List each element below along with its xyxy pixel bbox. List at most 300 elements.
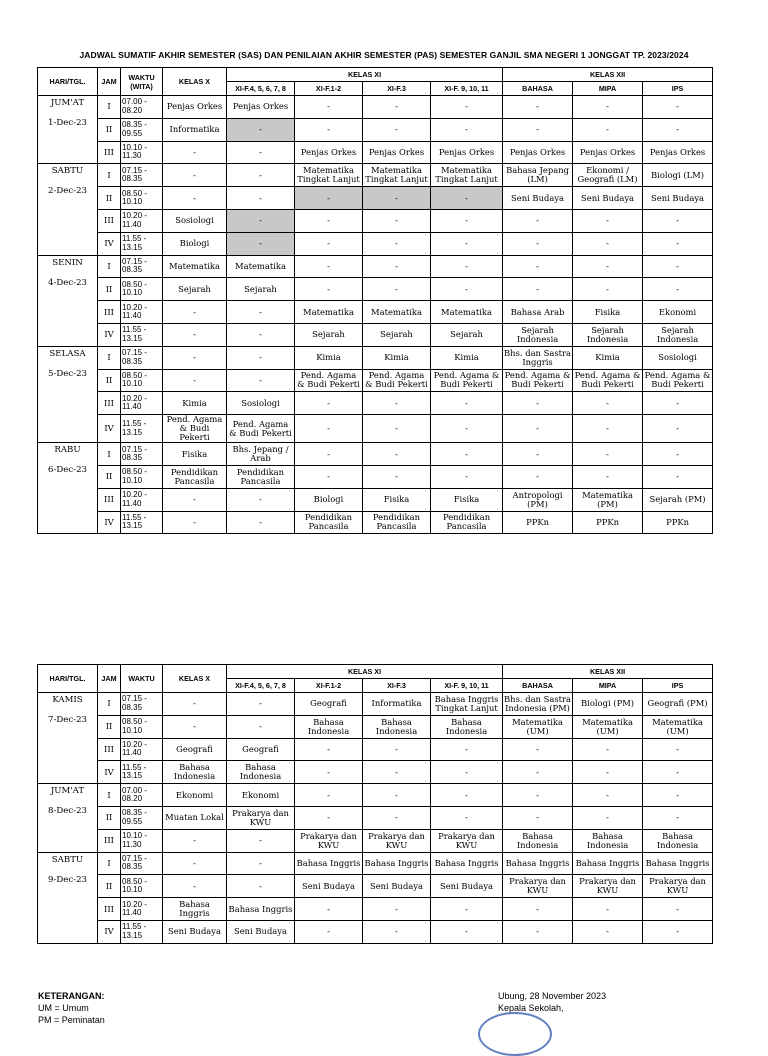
subject-cell: Bahasa Inggris	[227, 898, 295, 921]
subject-cell: Penjas Orkes	[503, 141, 573, 164]
subject-cell: -	[363, 920, 431, 943]
subject-cell: Pend. Agama & Budi Pekerti	[573, 369, 643, 392]
table-row	[38, 255, 713, 278]
subject-cell: -	[163, 369, 227, 392]
subject-cell: Bahasa Inggris Tingkat Lanjut	[431, 693, 503, 716]
header-kelas-xii: KELAS XII	[503, 665, 713, 679]
subject-cell: Matematika	[363, 301, 431, 324]
header-kelas-xi: KELAS XI	[227, 665, 503, 679]
header-subclass: IPS	[643, 679, 713, 693]
subject-cell: Pend. Agama & Budi Pekerti	[363, 369, 431, 392]
subject-cell: -	[295, 806, 363, 829]
subject-cell: -	[573, 443, 643, 466]
subject-cell: -	[227, 715, 295, 738]
table-row	[38, 141, 713, 164]
time-cell: 07.15 - 08.35	[121, 693, 163, 716]
subject-cell: -	[503, 806, 573, 829]
subject-cell: -	[643, 784, 713, 807]
subject-cell: -	[363, 209, 431, 232]
header-day: HARI/TGL.	[38, 68, 98, 96]
subject-cell: -	[163, 488, 227, 511]
subject-cell: -	[573, 255, 643, 278]
subject-cell: -	[431, 278, 503, 301]
subject-cell: Antropologi (PM)	[503, 488, 573, 511]
subject-cell: -	[227, 693, 295, 716]
jam-cell: IV	[98, 232, 121, 255]
subject-cell: -	[503, 920, 573, 943]
subject-cell: -	[573, 232, 643, 255]
subject-cell: -	[573, 415, 643, 443]
jam-cell: II	[98, 465, 121, 488]
subject-cell: Sejarah (PM)	[643, 488, 713, 511]
subject-cell: Fisika	[431, 488, 503, 511]
subject-cell: -	[295, 392, 363, 415]
subject-cell: -	[363, 465, 431, 488]
time-cell: 08.50 - 10.10	[121, 715, 163, 738]
subject-cell: PPKn	[643, 511, 713, 534]
header-subclass: MIPA	[573, 679, 643, 693]
subject-cell: -	[295, 232, 363, 255]
subject-cell: Fisika	[363, 488, 431, 511]
jam-cell: III	[98, 209, 121, 232]
day-date: 2-Dec-23	[48, 186, 87, 197]
day-name: SENIN	[52, 257, 83, 268]
subject-cell: -	[643, 465, 713, 488]
subject-cell: Bahasa Indonesia	[573, 829, 643, 852]
subject-cell: Prakarya dan KWU	[227, 806, 295, 829]
subject-cell: -	[503, 465, 573, 488]
time-cell: 11.55 - 13.15	[121, 232, 163, 255]
subject-cell: -	[163, 875, 227, 898]
table-row	[38, 920, 713, 943]
time-cell: 10.20 - 11.40	[121, 738, 163, 761]
subject-cell: Pendidikan Pancasila	[163, 465, 227, 488]
subject-cell: -	[643, 232, 713, 255]
day-date: 4-Dec-23	[48, 277, 87, 288]
subject-cell: -	[227, 488, 295, 511]
subject-cell: Sejarah	[363, 323, 431, 346]
table-row	[38, 852, 713, 875]
subject-cell: Matematika	[295, 301, 363, 324]
time-cell: 10.20 - 11.40	[121, 392, 163, 415]
table-row	[38, 392, 713, 415]
subject-cell: -	[431, 806, 503, 829]
subject-cell: Matematika Tingkat Lanjut	[431, 164, 503, 187]
subject-cell: -	[431, 443, 503, 466]
jam-cell: I	[98, 255, 121, 278]
subject-cell: -	[363, 278, 431, 301]
table-row	[38, 738, 713, 761]
subject-cell: -	[227, 852, 295, 875]
time-cell: 11.55 - 13.15	[121, 323, 163, 346]
subject-cell: -	[163, 187, 227, 210]
jam-cell: II	[98, 715, 121, 738]
table-row	[38, 784, 713, 807]
subject-cell: -	[163, 852, 227, 875]
subject-cell: -	[573, 761, 643, 784]
subject-cell: Bahasa Indonesia	[503, 829, 573, 852]
subject-cell: Pendidikan Pancasila	[363, 511, 431, 534]
header-subclass: XI-F.1-2	[295, 82, 363, 96]
header-subclass: IPS	[643, 82, 713, 96]
subject-cell: Kimia	[163, 392, 227, 415]
subject-cell: -	[503, 392, 573, 415]
jam-cell: II	[98, 806, 121, 829]
table-row	[38, 323, 713, 346]
subject-cell: -	[643, 920, 713, 943]
subject-cell: Penjas Orkes	[431, 141, 503, 164]
table-row	[38, 209, 713, 232]
time-cell: 08.50 - 10.10	[121, 278, 163, 301]
subject-cell: -	[643, 209, 713, 232]
jam-cell: IV	[98, 920, 121, 943]
subject-cell: Seni Budaya	[431, 875, 503, 898]
subject-cell: -	[295, 209, 363, 232]
header-day: HARI/TGL.	[38, 665, 98, 693]
jam-cell: I	[98, 443, 121, 466]
legend-line: UM = Umum	[38, 1003, 89, 1013]
subject-cell: Penjas Orkes	[363, 141, 431, 164]
jam-cell: I	[98, 96, 121, 119]
subject-cell: -	[363, 784, 431, 807]
subject-cell: Bahasa Inggris	[163, 898, 227, 921]
jam-cell: I	[98, 164, 121, 187]
subject-cell: Fisika	[163, 443, 227, 466]
subject-cell: Bahasa Inggris	[295, 852, 363, 875]
subject-cell: -	[643, 761, 713, 784]
subject-cell: -	[431, 96, 503, 119]
time-cell: 08.35 - 09.55	[121, 806, 163, 829]
header-subclass: XI-F.4, 5, 6, 7, 8	[227, 679, 295, 693]
subject-cell: -	[573, 392, 643, 415]
subject-cell: -	[431, 415, 503, 443]
subject-cell: -	[431, 118, 503, 141]
subject-cell: -	[573, 96, 643, 119]
header-subclass: BAHASA	[503, 82, 573, 96]
subject-cell: Biologi	[295, 488, 363, 511]
subject-cell: -	[643, 278, 713, 301]
jam-cell: IV	[98, 323, 121, 346]
jam-cell: II	[98, 875, 121, 898]
subject-cell: -	[573, 898, 643, 921]
table-row	[38, 465, 713, 488]
subject-cell: Sejarah	[431, 323, 503, 346]
day-name: JUM'AT	[50, 786, 85, 797]
time-cell: 08.50 - 10.10	[121, 875, 163, 898]
subject-cell: -	[573, 920, 643, 943]
day-cell	[38, 693, 98, 784]
table-row	[38, 346, 713, 369]
subject-cell: -	[295, 415, 363, 443]
subject-cell: Bahasa Indonesia	[643, 829, 713, 852]
time-cell: 10.20 - 11.40	[121, 301, 163, 324]
day-cell	[38, 852, 98, 943]
subject-cell: Sejarah Indonesia	[573, 323, 643, 346]
subject-cell: -	[503, 738, 573, 761]
time-cell: 10.10 - 11.30	[121, 141, 163, 164]
subject-cell: Sejarah	[227, 278, 295, 301]
time-cell: 11.55 - 13.15	[121, 920, 163, 943]
subject-cell: Ekonomi	[163, 784, 227, 807]
subject-cell: -	[573, 278, 643, 301]
subject-cell: -	[163, 346, 227, 369]
subject-cell: -	[227, 301, 295, 324]
header-kelas-xii: KELAS XII	[503, 68, 713, 82]
time-cell: 11.55 - 13.15	[121, 415, 163, 443]
table-row	[38, 829, 713, 852]
subject-cell: Bhs. Jepang / Arab	[227, 443, 295, 466]
subject-cell: -	[295, 465, 363, 488]
subject-cell: Geografi (PM)	[643, 693, 713, 716]
time-cell: 07.15 - 08.35	[121, 255, 163, 278]
subject-cell: Sejarah	[295, 323, 363, 346]
subject-cell: Bahasa Indonesia	[227, 761, 295, 784]
subject-cell: -	[503, 96, 573, 119]
subject-cell: Matematika Tingkat Lanjut	[363, 164, 431, 187]
subject-cell: Matematika Tingkat Lanjut	[295, 164, 363, 187]
subject-cell: Seni Budaya	[503, 187, 573, 210]
table-row	[38, 278, 713, 301]
table-row	[38, 693, 713, 716]
day-cell	[38, 255, 98, 346]
subject-cell: Bahasa Jepang (LM)	[503, 164, 573, 187]
subject-cell: Ekonomi / Geografi (LM)	[573, 164, 643, 187]
subject-cell: -	[227, 829, 295, 852]
subject-cell: -	[363, 392, 431, 415]
header-subclass: XI-F. 9, 10, 11	[431, 82, 503, 96]
subject-cell: -	[431, 761, 503, 784]
header-waktu: WAKTU (WITA)	[121, 68, 163, 96]
signer-title: Kepala Sekolah,	[498, 1003, 564, 1013]
time-cell: 07.15 - 08.35	[121, 346, 163, 369]
time-cell: 10.20 - 11.40	[121, 209, 163, 232]
subject-cell: Sejarah Indonesia	[503, 323, 573, 346]
subject-cell: Bahasa Indonesia	[295, 715, 363, 738]
table-row	[38, 301, 713, 324]
subject-cell: -	[363, 118, 431, 141]
header-subclass: MIPA	[573, 82, 643, 96]
table-row	[38, 118, 713, 141]
subject-cell: -	[363, 415, 431, 443]
subject-cell: -	[643, 392, 713, 415]
subject-cell: Biologi (LM)	[643, 164, 713, 187]
jam-cell: II	[98, 369, 121, 392]
subject-cell: -	[503, 443, 573, 466]
day-name: SABTU	[51, 854, 84, 865]
subject-cell: Sejarah Indonesia	[643, 323, 713, 346]
subject-cell: -	[643, 738, 713, 761]
subject-cell: Bahasa Indonesia	[163, 761, 227, 784]
subject-cell: Prakarya dan KWU	[295, 829, 363, 852]
subject-cell: -	[643, 415, 713, 443]
subject-cell: Sejarah	[163, 278, 227, 301]
subject-cell: -	[227, 323, 295, 346]
subject-cell: Pend. Agama & Budi Pekerti	[431, 369, 503, 392]
subject-cell: Penjas Orkes	[643, 141, 713, 164]
subject-cell: -	[363, 187, 431, 210]
time-cell: 11.55 - 13.15	[121, 761, 163, 784]
jam-cell: III	[98, 392, 121, 415]
subject-cell: Prakarya dan KWU	[503, 875, 573, 898]
subject-cell: Pend. Agama & Budi Pekerti	[503, 369, 573, 392]
time-cell: 08.50 - 10.10	[121, 187, 163, 210]
schedule-table-1	[37, 67, 713, 534]
table-row	[38, 96, 713, 119]
table-row	[38, 806, 713, 829]
table-row	[38, 443, 713, 466]
subject-cell: Seni Budaya	[573, 187, 643, 210]
subject-cell: -	[503, 415, 573, 443]
subject-cell: -	[503, 278, 573, 301]
subject-cell: -	[227, 369, 295, 392]
day-name: JUM'AT	[50, 98, 85, 108]
day-date: 8-Dec-23	[48, 806, 87, 817]
time-cell: 08.50 - 10.10	[121, 465, 163, 488]
subject-cell: Pendidikan Pancasila	[227, 465, 295, 488]
subject-cell: -	[431, 209, 503, 232]
header-kelas-x: KELAS X	[163, 665, 227, 693]
subject-cell: -	[643, 806, 713, 829]
jam-cell: I	[98, 693, 121, 716]
time-cell: 10.10 - 11.30	[121, 829, 163, 852]
subject-cell: -	[643, 255, 713, 278]
subject-cell: -	[295, 443, 363, 466]
subject-cell: Informatika	[363, 693, 431, 716]
legend-line: PM = Peminatan	[38, 1015, 105, 1025]
header-subclass: XI-F.1-2	[295, 679, 363, 693]
subject-cell: -	[503, 898, 573, 921]
subject-cell: -	[363, 96, 431, 119]
jam-cell: IV	[98, 761, 121, 784]
legend-heading: KETERANGAN:	[38, 991, 105, 1001]
subject-cell: Matematika (UM)	[573, 715, 643, 738]
time-cell: 07.15 - 08.35	[121, 852, 163, 875]
subject-cell: Penjas Orkes	[573, 141, 643, 164]
day-cell	[38, 164, 98, 255]
subject-cell: Matematika (UM)	[503, 715, 573, 738]
time-cell: 11.55 - 13.15	[121, 511, 163, 534]
subject-cell: -	[363, 443, 431, 466]
table-row	[38, 511, 713, 534]
subject-cell: -	[503, 118, 573, 141]
subject-cell: -	[431, 232, 503, 255]
subject-cell: -	[295, 255, 363, 278]
subject-cell: Penjas Orkes	[227, 96, 295, 119]
subject-cell: Seni Budaya	[163, 920, 227, 943]
subject-cell: -	[295, 920, 363, 943]
subject-cell: Penjas Orkes	[163, 96, 227, 119]
subject-cell: Bahasa Indonesia	[431, 715, 503, 738]
subject-cell: Seni Budaya	[227, 920, 295, 943]
day-name: SELASA	[49, 348, 86, 359]
subject-cell: -	[643, 898, 713, 921]
time-cell: 10.20 - 11.40	[121, 898, 163, 921]
day-date: 9-Dec-23	[48, 874, 87, 885]
subject-cell: -	[431, 255, 503, 278]
time-cell: 07.15 - 08.35	[121, 443, 163, 466]
subject-cell: -	[295, 96, 363, 119]
subject-cell: -	[431, 898, 503, 921]
subject-cell: -	[227, 875, 295, 898]
subject-cell: -	[227, 346, 295, 369]
day-cell	[38, 96, 98, 164]
subject-cell: Pendidikan Pancasila	[431, 511, 503, 534]
subject-cell: Bahasa Indonesia	[363, 715, 431, 738]
header-subclass: XI-F.3	[363, 82, 431, 96]
subject-cell: Sosiologi	[227, 392, 295, 415]
subject-cell: -	[295, 118, 363, 141]
day-cell	[38, 784, 98, 852]
jam-cell: IV	[98, 415, 121, 443]
subject-cell: Geografi	[295, 693, 363, 716]
day-cell	[38, 346, 98, 442]
subject-cell: Bhs. dan Sastra Inggris	[503, 346, 573, 369]
subject-cell: -	[503, 255, 573, 278]
jam-cell: II	[98, 187, 121, 210]
subject-cell: Bahasa Inggris	[431, 852, 503, 875]
school-stamp	[478, 1012, 552, 1056]
subject-cell: Matematika	[163, 255, 227, 278]
subject-cell: PPKn	[573, 511, 643, 534]
subject-cell: -	[573, 784, 643, 807]
header-jam: JAM	[98, 68, 121, 96]
subject-cell: -	[573, 465, 643, 488]
header-jam: JAM	[98, 665, 121, 693]
header-kelas-xi: KELAS XI	[227, 68, 503, 82]
jam-cell: III	[98, 301, 121, 324]
table-row	[38, 164, 713, 187]
subject-cell: -	[503, 232, 573, 255]
subject-cell: -	[431, 392, 503, 415]
jam-cell: I	[98, 852, 121, 875]
table-row	[38, 875, 713, 898]
schedule-table-2	[37, 664, 713, 944]
subject-cell: Bahasa Inggris	[643, 852, 713, 875]
subject-cell: Seni Budaya	[363, 875, 431, 898]
subject-cell: Kimia	[295, 346, 363, 369]
subject-cell: -	[163, 829, 227, 852]
header-waktu: WAKTU	[121, 665, 163, 693]
subject-cell: Prakarya dan KWU	[431, 829, 503, 852]
subject-cell: -	[573, 118, 643, 141]
subject-cell: -	[163, 323, 227, 346]
day-name: SABTU	[51, 166, 84, 177]
page-title: JADWAL SUMATIF AKHIR SEMESTER (SAS) DAN PENILAIAN AKHIR SEMESTER (PAS) SEMESTER GANJIL SMA NEGERI 1 JONGGAT TP. 2023/2024	[79, 50, 689, 60]
subject-cell: Prakarya dan KWU	[643, 875, 713, 898]
subject-cell: -	[295, 738, 363, 761]
subject-cell: -	[503, 784, 573, 807]
table-row	[38, 232, 713, 255]
subject-cell: -	[295, 187, 363, 210]
subject-cell: -	[163, 693, 227, 716]
subject-cell: Bhs. dan Sastra Indonesia (PM)	[503, 693, 573, 716]
subject-cell: Sosiologi	[163, 209, 227, 232]
subject-cell: Pendidikan Pancasila	[295, 511, 363, 534]
subject-cell: -	[643, 443, 713, 466]
subject-cell: Matematika (UM)	[643, 715, 713, 738]
time-cell: 08.35 - 09.55	[121, 118, 163, 141]
subject-cell: Ekonomi	[227, 784, 295, 807]
subject-cell: Fisika	[573, 301, 643, 324]
subject-cell: Geografi	[227, 738, 295, 761]
time-cell: 07.15 - 08.35	[121, 164, 163, 187]
subject-cell: -	[163, 301, 227, 324]
subject-cell: Ekonomi	[643, 301, 713, 324]
subject-cell: -	[573, 806, 643, 829]
subject-cell: -	[227, 511, 295, 534]
subject-cell: -	[431, 738, 503, 761]
subject-cell: -	[503, 761, 573, 784]
